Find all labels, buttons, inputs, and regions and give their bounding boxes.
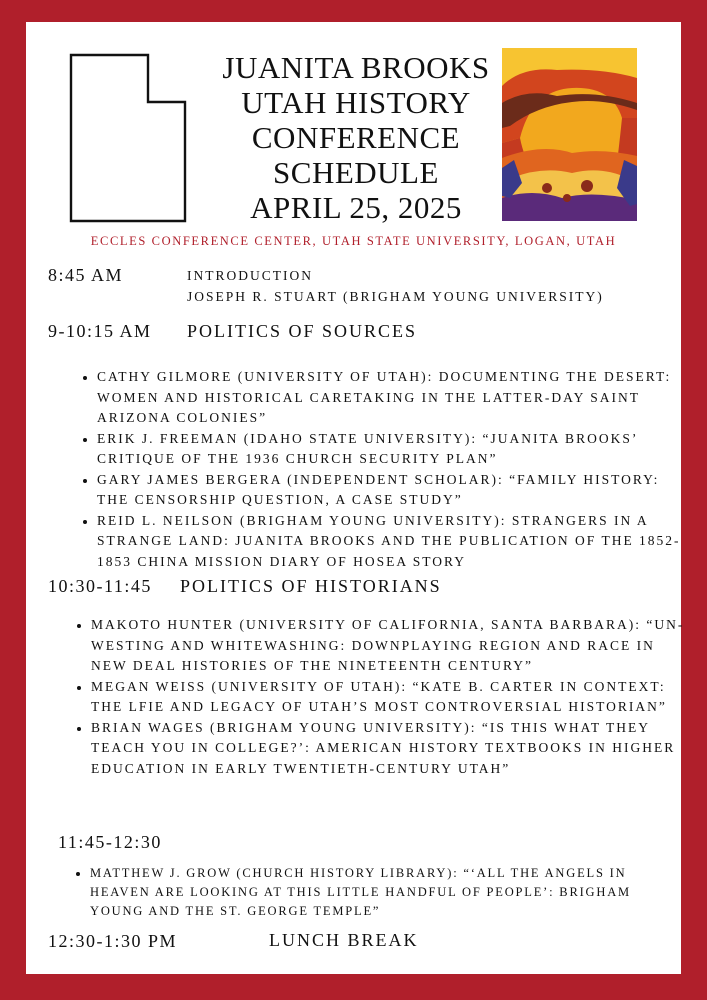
intro-title: INTRODUCTION <box>187 268 313 283</box>
conference-title <box>198 50 514 225</box>
utah-outline-icon <box>68 52 188 224</box>
title-line: SCHEDULE <box>273 155 439 190</box>
list-item: • REID L. NEILSON (BRIGHAM YOUNG UNIVERSITY): STRANGERS IN A STRANGE LAND: JUANITA BROOKS AND THE PUBLICATION OF THE 1852-1853 CHINA MISSION DIARY OF HOSEA STORY <box>97 511 687 573</box>
session3-talk-list <box>72 864 687 921</box>
session1-talk-list <box>79 367 687 572</box>
title-line: UTAH HISTORY <box>241 85 471 120</box>
title-line: CONFERENCE <box>251 120 461 155</box>
session2-time: 10:30-11:45 <box>48 576 152 596</box>
lunch-title: LUNCH BREAK <box>269 930 419 950</box>
conference-date: APRIL 25, 2025 <box>250 190 462 225</box>
list-item: • MEGAN WEISS (UNIVERSITY OF UTAH): “KATE B. CARTER IN CONTEXT: THE LFIE AND LEGACY OF UTAH’S MOST CONTROVERSIAL HISTORIAN” <box>91 677 687 718</box>
list-item: • CATHY GILMORE (UNIVERSITY OF UTAH): DOCUMENTING THE DESERT: WOMEN AND HISTORICAL CARETAKING IN THE LATTER-DAY SAINT ARIZONA COLONIES” <box>97 367 687 429</box>
session2-title: POLITICS OF HISTORIANS <box>180 576 442 596</box>
title-line: JUANITA BROOKS <box>222 50 490 85</box>
session2-talk-list <box>73 615 687 779</box>
list-item: • ERIK J. FREEMAN (IDAHO STATE UNIVERSITY): “JUANITA BROOKS’ CRITIQUE OF THE 1936 CHURCH SECURITY PLAN” <box>97 429 687 470</box>
list-item: • BRIAN WAGES (BRIGHAM YOUNG UNIVERSITY): “IS THIS WHAT THEY TEACH YOU IN COLLEGE?’: AMERICAN HISTORY TEXTBOOKS IN HIGHER EDUCATION IN EARLY TWENTIETH-CENTURY UTAH” <box>91 718 687 780</box>
intro-time: 8:45 AM <box>48 265 124 285</box>
list-item: • MATTHEW J. GROW (CHURCH HISTORY LIBRARY): “‘ALL THE ANGELS IN HEAVEN ARE LOOKING AT THIS LITTLE HANDFUL OF PEOPLE’: BRIGHAM YOUNG AND THE ST. GEORGE TEMPLE” <box>90 864 687 921</box>
lunch-time: 12:30-1:30 PM <box>48 931 178 951</box>
arch-artwork-image <box>502 48 637 221</box>
list-item: • GARY JAMES BERGERA (INDEPENDENT SCHOLAR): “FAMILY HISTORY: THE CENSORSHIP QUESTION, A CASE STUDY” <box>97 470 687 511</box>
intro-speaker: JOSEPH R. STUART (BRIGHAM YOUNG UNIVERSITY) <box>187 289 604 304</box>
list-item: • MAKOTO HUNTER (UNIVERSITY OF CALIFORNIA, SANTA BARBARA): “UN-WESTING AND WHITEWASHING: DOWNPLAYING REGION AND RACE IN NEW DEAL HISTORIES OF THE NINETEENTH CENTURY” <box>91 615 687 677</box>
venue-line: ECCLES CONFERENCE CENTER, UTAH STATE UNIVERSITY, LOGAN, UTAH <box>90 234 617 248</box>
session3-time: 11:45-12:30 <box>58 832 162 852</box>
session1-title: POLITICS OF SOURCES <box>187 321 418 341</box>
session1-time: 9-10:15 AM <box>48 321 152 341</box>
schedule-page <box>26 22 685 974</box>
